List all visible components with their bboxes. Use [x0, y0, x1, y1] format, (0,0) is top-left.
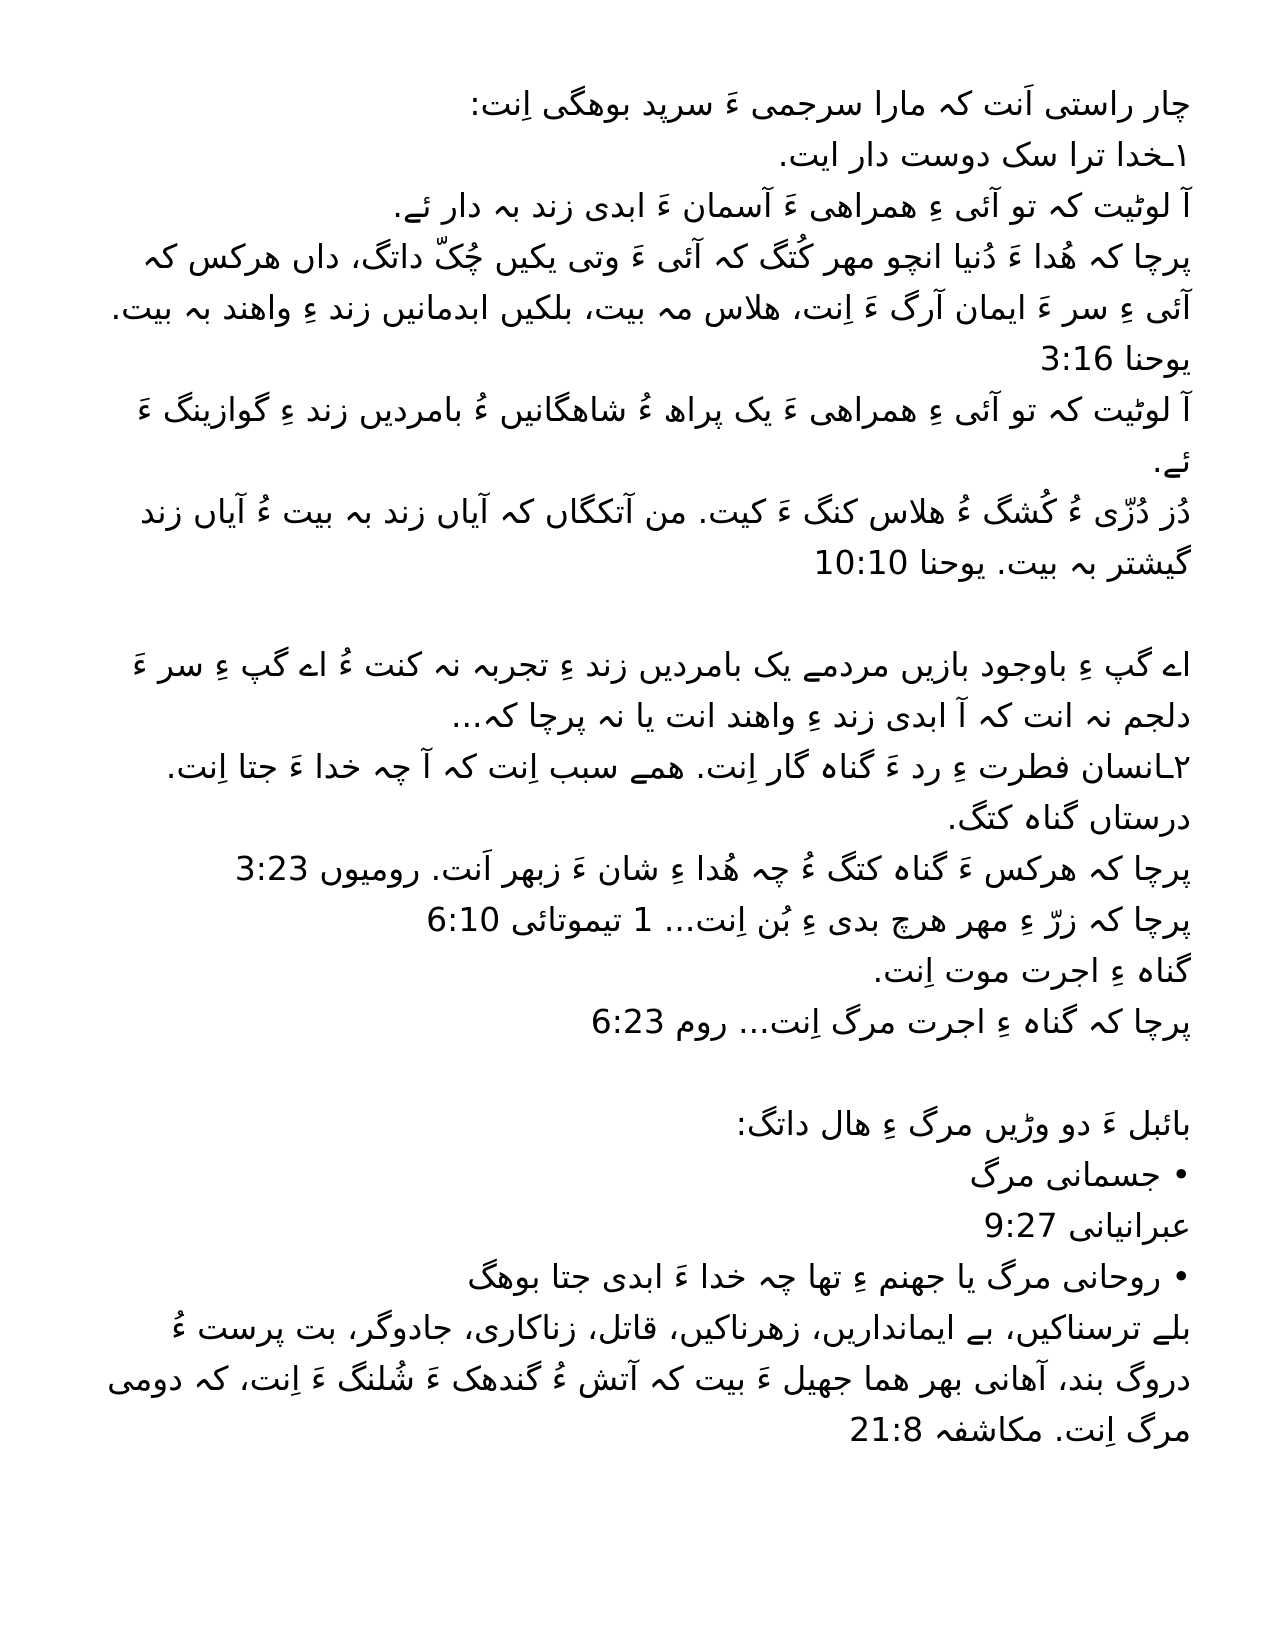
paragraph-text: پرچا کہ ھرکس ءَ گناہ کتگ ءُ چہ ھُدا ءِ شان ءَ زبھر اَنت. رومیوں 3:23 [234, 849, 1191, 888]
point-two-heading: ٢ـانسان فطرت ءِ رد ءَ گناہ گار اِنت. ھمے سبب اِنت کہ آ چہ خدا ءَ جتا اِنت. [165, 747, 1191, 786]
paragraph-text: آ لوٹیت کہ تو آئی ءِ ھمراھی ءَ آسمان ءَ ابدی زند بہ دار ئے. [392, 186, 1191, 225]
intro-text: بائبل ءَ دو وڑیں مرگ ءِ ھال داتگ: [735, 1104, 1191, 1143]
document-page [88, 78, 1191, 1455]
paragraph-text: پرچا کہ گناہ ءِ اجرت مرگ اِنت... روم 6:23 [590, 1002, 1191, 1041]
intro-text: چار راستی اَنت کہ مارا سرجمی ءَ سرپد بوھگی اِنت: [469, 84, 1191, 123]
section-man-is-sinful [88, 639, 1191, 1047]
paragraph-text: آ لوٹیت کہ تو آئی ءِ ھمراھی ءَ یک پراھ ءُ شاھگانیں ءُ بامردیں زند ءِ گوازینگ ءَ ئے. [136, 390, 1191, 480]
paragraph-text: گناہ ءِ اجرت موت اِنت. [872, 951, 1191, 990]
paragraph-text: درستاں گناہ کتگ. [946, 798, 1191, 837]
paragraph-gap [88, 588, 1191, 639]
point-one-heading: ١ـخدا ترا سک دوست دار ایت. [777, 135, 1191, 174]
paragraph-text: بلے ترسناکیں، بے ایمانداریں، زھرناکیں، قاتل، زناکاری، جادوگر، بت پرست ءُ دروگ بند، آھانی بھر ھما جھیل ءَ بیت کہ آتش ءُ گندھک ءَ شُلنگ ءَ اِنت، کہ دومی مرگ اِنت. مکاشفہ 21:8 [107, 1308, 1191, 1449]
scripture-reference: عبرانیانی 9:27 [983, 1206, 1191, 1245]
paragraph-text: دُز دُزّی ءُ کُشگ ءُ ھلاس کنگ ءَ کیت. من آتکگاں کہ آیاں زند بہ بیت ءُ آیاں زند گیشتر بہ بیت. یوحنا 10:10 [140, 492, 1191, 582]
paragraph-text: پرچا کہ ھُدا ءَ دُنیا انچو مھر کُتگ کہ آئی ءَ وتی یکیں چُکّ داتگ، داں ھرکس کہ آئی ءِ سر ءَ ایمان آرگ ءَ اِنت، ھلاس مہ بیت، بلکیں ابدمانیں زند ءِ واھند بہ بیت. یوحنا 3:16 [110, 237, 1191, 378]
bullet-item: • جسمانی مرگ [969, 1155, 1191, 1194]
paragraph-text: اے گپ ءِ باوجود بازیں مردمے یک بامردیں زند ءِ تجربہ نہ کنت ءُ اے گپ ءِ سر ءَ دلجم نہ انت کہ آ ابدی زند ءِ واھند انت یا نہ پرچا کہ... [132, 645, 1191, 735]
bullet-item: • روحانی مرگ یا جھنم ءِ تھا چہ خدا ءَ ابدی جتا بوھگ [467, 1257, 1191, 1296]
section-two-deaths [88, 1098, 1191, 1455]
section-god-loves-you [88, 78, 1191, 588]
paragraph-gap [88, 1047, 1191, 1098]
paragraph-text: پرچا کہ زرّ ءِ مھر ھرچ بدی ءِ بُن اِنت... 1 تیموتائی 6:10 [426, 900, 1191, 939]
